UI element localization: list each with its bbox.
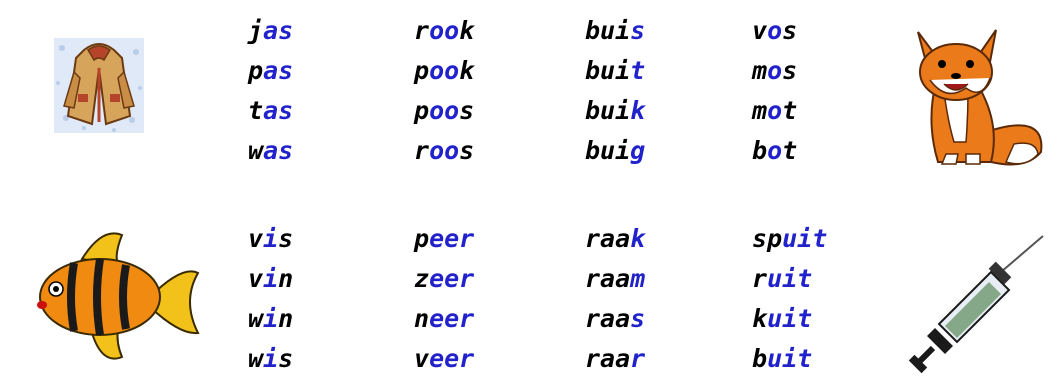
word-part-highlight: oo bbox=[429, 16, 460, 45]
word-part: n bbox=[278, 304, 294, 333]
word-part: p bbox=[414, 224, 430, 253]
word-part-highlight: oo bbox=[429, 96, 460, 125]
word-bottom-3-3 bbox=[752, 346, 812, 371]
word-part: w bbox=[248, 344, 264, 373]
word-part-highlight: k bbox=[630, 96, 646, 125]
word-part: r bbox=[752, 264, 768, 293]
word-top-0-1 bbox=[414, 18, 474, 43]
word-part: v bbox=[248, 264, 264, 293]
word-part: s bbox=[782, 16, 798, 45]
word-part-highlight: k bbox=[630, 224, 646, 253]
word-part: r bbox=[414, 16, 430, 45]
word-bottom-3-1 bbox=[414, 346, 474, 371]
word-part: n bbox=[278, 264, 294, 293]
coat-icon bbox=[44, 28, 154, 138]
word-part: p bbox=[248, 56, 264, 85]
word-part-highlight: uit bbox=[767, 344, 813, 373]
word-part-highlight: o bbox=[767, 96, 783, 125]
word-part: v bbox=[248, 224, 264, 253]
word-part-highlight: i bbox=[263, 264, 279, 293]
word-bottom-0-0 bbox=[248, 226, 293, 251]
word-top-3-3 bbox=[752, 138, 797, 163]
word-top-2-2 bbox=[585, 98, 645, 123]
word-top-1-0 bbox=[248, 58, 293, 83]
word-part-highlight: eer bbox=[429, 304, 475, 333]
word-bottom-1-2 bbox=[585, 266, 645, 291]
word-part-highlight: uit bbox=[782, 224, 828, 253]
word-part-highlight: m bbox=[630, 264, 646, 293]
word-part-highlight: s bbox=[630, 16, 646, 45]
word-part-highlight: o bbox=[767, 56, 783, 85]
word-part: t bbox=[782, 136, 798, 165]
word-part: raa bbox=[585, 304, 631, 333]
word-part: k bbox=[459, 56, 475, 85]
fish-icon bbox=[22, 225, 202, 375]
word-bottom-1-0 bbox=[248, 266, 293, 291]
fox-icon bbox=[896, 22, 1056, 172]
word-part: bui bbox=[585, 136, 631, 165]
word-part: s bbox=[278, 224, 294, 253]
word-part: b bbox=[752, 136, 768, 165]
word-part: bui bbox=[585, 16, 631, 45]
word-part: m bbox=[752, 56, 768, 85]
word-bottom-0-2 bbox=[585, 226, 645, 251]
word-part: w bbox=[248, 136, 264, 165]
word-part-highlight: eer bbox=[429, 224, 475, 253]
word-part-highlight: i bbox=[263, 224, 279, 253]
word-part-highlight: eer bbox=[429, 344, 475, 373]
word-part: s bbox=[278, 344, 294, 373]
word-bottom-3-2 bbox=[585, 346, 645, 371]
word-part: p bbox=[414, 56, 430, 85]
word-part: k bbox=[752, 304, 768, 333]
word-part-highlight: t bbox=[630, 56, 646, 85]
word-part-highlight: g bbox=[630, 136, 646, 165]
word-top-0-3 bbox=[752, 18, 797, 43]
word-top-3-0 bbox=[248, 138, 293, 163]
word-bottom-2-3 bbox=[752, 306, 812, 331]
word-part: n bbox=[414, 304, 430, 333]
word-bottom-2-2 bbox=[585, 306, 645, 331]
word-part: k bbox=[459, 16, 475, 45]
word-top-1-3 bbox=[752, 58, 797, 83]
word-part: z bbox=[414, 264, 430, 293]
word-part: raa bbox=[585, 344, 631, 373]
word-part: p bbox=[414, 96, 430, 125]
word-top-3-2 bbox=[585, 138, 645, 163]
word-part: s bbox=[459, 136, 475, 165]
word-top-2-3 bbox=[752, 98, 797, 123]
word-part-highlight: oo bbox=[429, 56, 460, 85]
word-part-highlight: uit bbox=[767, 264, 813, 293]
word-top-3-1 bbox=[414, 138, 474, 163]
word-top-0-0 bbox=[248, 18, 293, 43]
word-bottom-3-0 bbox=[248, 346, 293, 371]
word-part-highlight: s bbox=[630, 304, 646, 333]
word-part-highlight: uit bbox=[767, 304, 813, 333]
word-top-1-1 bbox=[414, 58, 474, 83]
word-part: bui bbox=[585, 96, 631, 125]
word-part: m bbox=[752, 96, 768, 125]
word-part-highlight: as bbox=[263, 96, 294, 125]
word-bottom-0-1 bbox=[414, 226, 474, 251]
word-part-highlight: as bbox=[263, 16, 294, 45]
word-part-highlight: r bbox=[630, 344, 646, 373]
word-part: s bbox=[782, 56, 798, 85]
word-top-2-1 bbox=[414, 98, 474, 123]
word-part-highlight: i bbox=[263, 304, 279, 333]
word-part-highlight: o bbox=[767, 16, 783, 45]
word-top-0-2 bbox=[585, 18, 645, 43]
word-top-1-2 bbox=[585, 58, 645, 83]
word-part: raa bbox=[585, 264, 631, 293]
word-part-highlight: eer bbox=[429, 264, 475, 293]
word-part: t bbox=[782, 96, 798, 125]
word-part: v bbox=[752, 16, 768, 45]
word-bottom-1-1 bbox=[414, 266, 474, 291]
word-part-highlight: as bbox=[263, 136, 294, 165]
syringe-icon bbox=[905, 232, 1055, 382]
word-part: t bbox=[248, 96, 264, 125]
word-part: j bbox=[248, 16, 264, 45]
word-part: w bbox=[248, 304, 264, 333]
word-part: b bbox=[752, 344, 768, 373]
word-part: raa bbox=[585, 224, 631, 253]
word-part: sp bbox=[752, 224, 783, 253]
word-top-2-0 bbox=[248, 98, 293, 123]
word-part: r bbox=[414, 136, 430, 165]
word-part: bui bbox=[585, 56, 631, 85]
word-bottom-2-1 bbox=[414, 306, 474, 331]
word-part: s bbox=[459, 96, 475, 125]
word-part: v bbox=[414, 344, 430, 373]
word-bottom-0-3 bbox=[752, 226, 827, 251]
word-bottom-1-3 bbox=[752, 266, 812, 291]
word-bottom-2-0 bbox=[248, 306, 293, 331]
word-part-highlight: i bbox=[263, 344, 279, 373]
word-part-highlight: as bbox=[263, 56, 294, 85]
word-part-highlight: oo bbox=[429, 136, 460, 165]
word-part-highlight: o bbox=[767, 136, 783, 165]
